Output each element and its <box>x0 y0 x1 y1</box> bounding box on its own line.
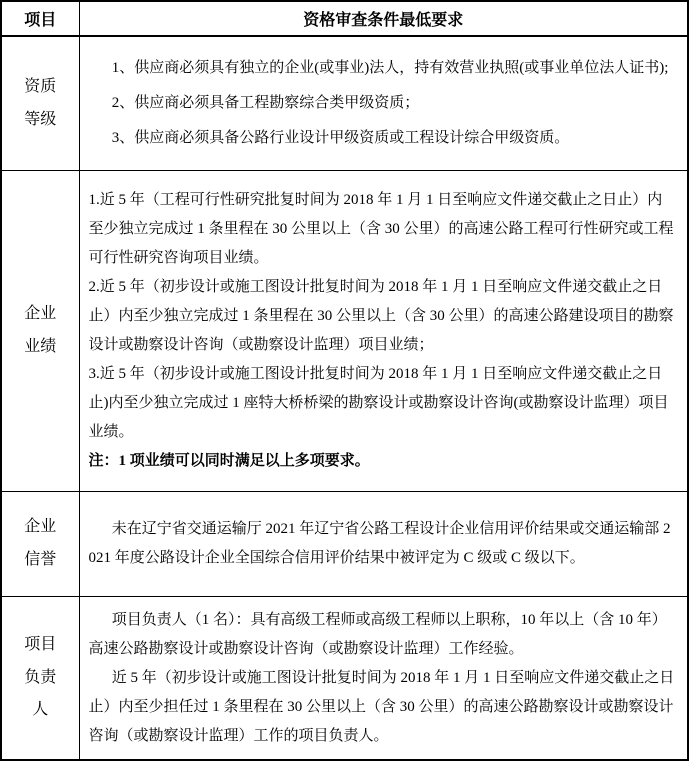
requirement-paragraph: 3、供应商必须具备公路行业设计甲级资质或工程设计综合甲级资质。 <box>111 130 570 146</box>
requirement-paragraph: 1、供应商必须具有独立的企业(或事业)法人，持有效营业执照(或事业单位法人证书); <box>111 60 669 76</box>
requirement-paragraph: 未在辽宁省交通运输厅 2021 年辽宁省公路工程设计企业信用评价结果或交通运输部 2021 年度公路设计企业全国综合信用评价结果中被评定为 C 级或 C 级以下。 <box>88 521 671 566</box>
requirement-paragraph: 2.近 5 年（初步设计或施工图设计批复时间为 2018 年 1 月 1 日至响应文件递交截止之日止）内至少独立完成过 1 条里程在 30 公里以上（含 30 公里）的高速公路建设项目的勘察设计或勘察设计咨询（或勘察设计监理）项目业绩； <box>88 279 674 353</box>
requirement-paragraph: 3.近 5 年（初步设计或施工图设计批复时间为 2018 年 1 月 1 日至响应文件递交截止之日止)内至少独立完成过 1 座特大桥桥梁的勘察设计或勘察设计咨询(或勘察设计监理）项目业绩。 <box>88 366 669 440</box>
row-company-performance <box>1 171 688 492</box>
header-requirement-cell: 资格审查条件最低要求 <box>79 1 688 36</box>
row-label-text: 企业业绩 <box>24 305 57 355</box>
row-content-project-leader <box>79 597 688 761</box>
row-label-qualification-grade <box>1 36 79 171</box>
header-item-cell: 项目 <box>1 1 79 36</box>
row-label-company-performance <box>1 171 79 492</box>
row-label-text: 项目负责人 <box>24 635 57 719</box>
row-project-leader <box>1 597 688 761</box>
row-label-text: 企业信誉 <box>24 518 57 568</box>
table-header-row <box>1 1 688 36</box>
row-label-text: 资质等级 <box>24 77 57 128</box>
row-label-company-credit <box>1 492 79 597</box>
performance-note: 注：1 项业绩可以同时满足以上多项要求。 <box>88 453 370 469</box>
row-content-company-performance <box>79 171 688 492</box>
requirement-paragraph: 2、供应商必须具备工程勘察综合类甲级资质； <box>111 95 420 111</box>
row-qualification-grade <box>1 36 688 171</box>
requirement-paragraph: 项目负责人（1 名）：具有高级工程师或高级工程师以上职称，10 年以上（含 10 年）高速公路勘察设计或勘察设计咨询（或勘察设计监理）工作经验。 <box>88 611 667 657</box>
row-label-project-leader <box>1 597 79 761</box>
requirement-paragraph: 1.近 5 年（工程可行性研究批复时间为 2018 年 1 月 1 日至响应文件递交截止之日止）内至少独立完成过 1 条里程在 30 公里以上（含 30 公里）的高速公路工程可行性研究或工程可行性研究咨询项目业绩。 <box>88 192 674 266</box>
requirement-paragraph: 近 5 年（初步设计或施工图设计批复时间为 2018 年 1 月 1 日至响应文件递交截止之日止）内至少担任过 1 条里程在 30 公里以上（含 30 公里）的高速公路勘察设计或勘察设计咨询（或勘察设计监理）工作的项目负责人。 <box>88 669 675 744</box>
row-company-credit <box>1 492 688 597</box>
row-content-qualification-grade <box>79 36 688 171</box>
row-content-company-credit <box>79 492 688 597</box>
